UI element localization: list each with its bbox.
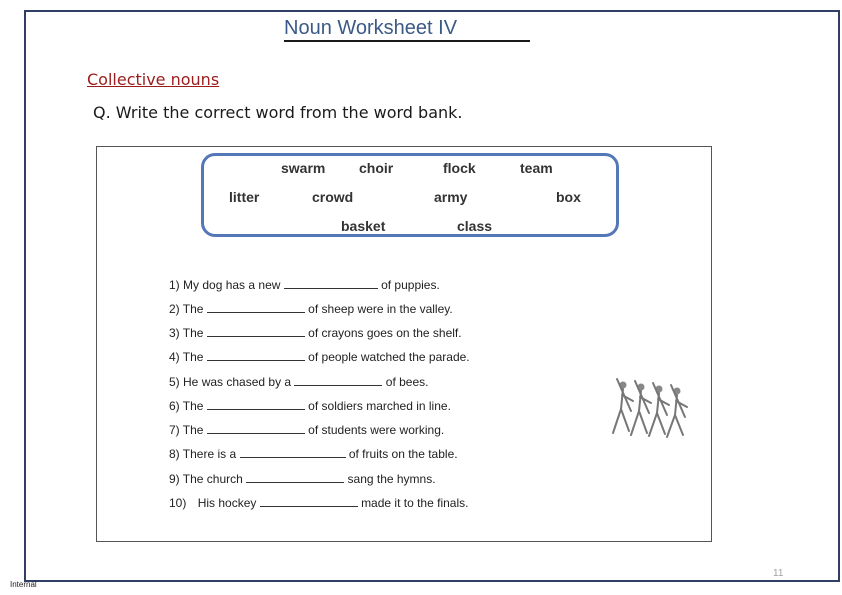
answer-blank — [207, 399, 305, 410]
sentence-after: of students were working. — [308, 423, 445, 437]
answer-blank — [207, 302, 305, 313]
word-bank-item: crowd — [312, 189, 354, 205]
sentence-number: 2) — [169, 302, 180, 316]
sentence-after: of sheep were in the valley. — [308, 302, 453, 316]
answer-blank — [207, 423, 305, 434]
answer-blank — [207, 350, 305, 361]
sentence-before: The — [182, 423, 204, 437]
answer-blank — [294, 375, 382, 386]
marching-soldiers-icon — [603, 375, 699, 439]
sentence-row — [169, 423, 444, 437]
sentence-number: 10) — [169, 496, 187, 510]
sentence-row — [169, 399, 451, 413]
word-bank-item: basket — [341, 218, 386, 234]
word-bank-item: class — [457, 218, 493, 234]
sentence-before: The — [182, 326, 204, 340]
sentence-before: The — [182, 350, 204, 364]
sentence-row — [169, 496, 468, 510]
sentence-number: 8) — [169, 447, 180, 461]
word-bank-item: box — [556, 189, 581, 205]
sentence-number: 6) — [169, 399, 180, 413]
sentence-after: of crayons goes on the shelf. — [308, 326, 462, 340]
section-subtitle: Collective nouns — [87, 70, 220, 89]
sentence-number: 3) — [169, 326, 180, 340]
word-bank-item: swarm — [281, 160, 326, 176]
sentence-number: 1) — [169, 278, 180, 292]
sentence-before: The church — [182, 472, 243, 486]
sentence-after: sang the hymns. — [347, 472, 436, 486]
sentence-before: My dog has a new — [183, 278, 281, 292]
answer-blank — [207, 326, 305, 337]
sentence-row — [169, 472, 436, 486]
sentence-row — [169, 326, 462, 340]
sentence-number: 4) — [169, 350, 180, 364]
sentence-row — [169, 447, 458, 461]
sentence-before: He was chased by a — [183, 375, 292, 389]
word-bank-item: army — [434, 189, 468, 205]
sentence-number: 7) — [169, 423, 180, 437]
sentence-after: of puppies. — [381, 278, 440, 292]
sentence-row — [169, 278, 440, 292]
sentence-after: of soldiers marched in line. — [308, 399, 451, 413]
sentence-before: The — [182, 302, 204, 316]
answer-blank — [246, 472, 344, 483]
sentence-row — [169, 375, 428, 389]
answer-blank — [284, 278, 378, 289]
sentence-before: The — [182, 399, 204, 413]
word-bank-item: choir — [359, 160, 394, 176]
page-title: Noun Worksheet IV — [284, 16, 530, 42]
sentence-after: made it to the finals. — [361, 496, 469, 510]
worksheet-image — [96, 146, 712, 542]
word-bank-item: team — [520, 160, 553, 176]
sentence-row — [169, 302, 453, 316]
answer-blank — [240, 447, 346, 458]
sentence-before: There is a — [182, 447, 237, 461]
footer-label: Internal — [10, 580, 37, 589]
word-bank-item: flock — [443, 160, 476, 176]
sentence-after: of fruits on the table. — [348, 447, 458, 461]
answer-blank — [260, 496, 358, 507]
sentence-before: His hockey — [197, 496, 257, 510]
page-number: 11 — [773, 568, 784, 579]
word-bank — [201, 153, 619, 237]
question-instruction: Q. Write the correct word from the word bank. — [93, 103, 463, 122]
word-bank-item: litter — [229, 189, 260, 205]
sentence-after: of people watched the parade. — [308, 350, 470, 364]
sentence-row — [169, 350, 470, 364]
sentence-after: of bees. — [385, 375, 429, 389]
sentence-number: 9) — [169, 472, 180, 486]
sentence-number: 5) — [169, 375, 180, 389]
